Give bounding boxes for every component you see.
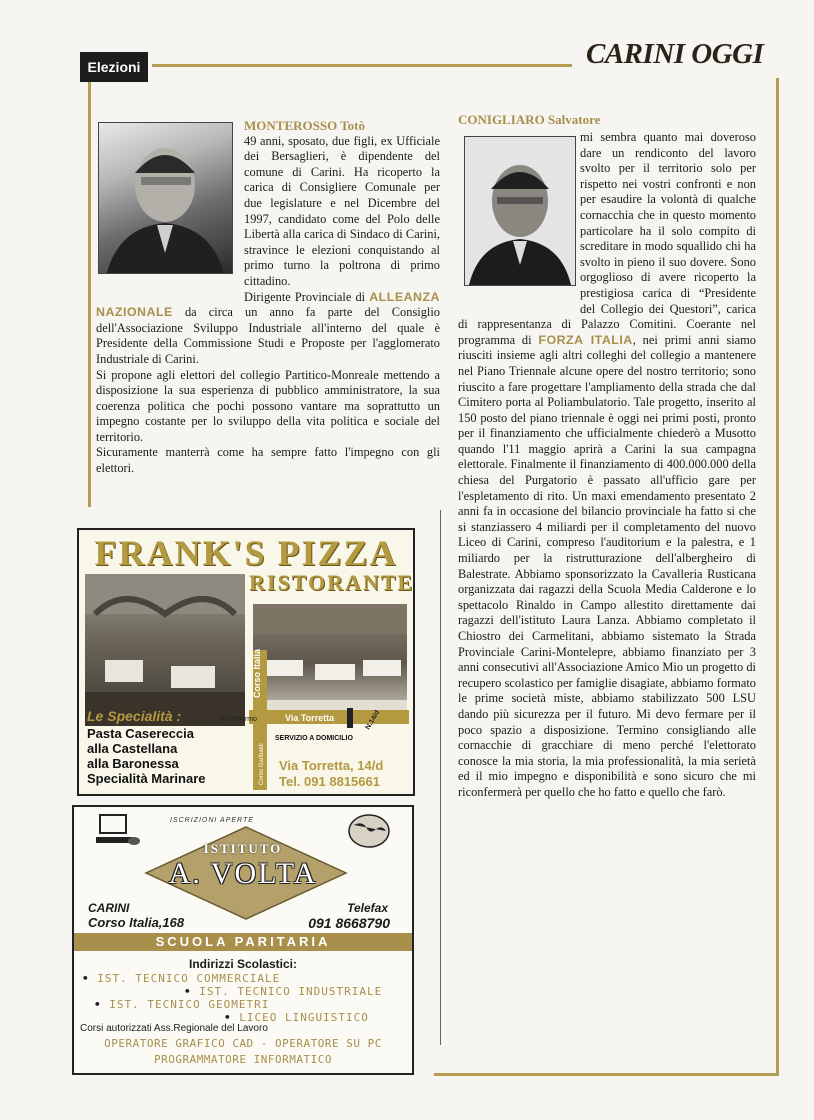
candidate-name: CONIGLIARO Salvatore (458, 112, 601, 127)
column-rule (440, 510, 441, 1045)
left-rule (88, 82, 91, 507)
restaurant-address: Via Torretta, 14/d (279, 758, 384, 773)
addresses-title: Indirizzi Scolastici: (188, 957, 298, 971)
ad-franks-pizza (77, 528, 415, 796)
course-item: • IST. TECNICO INDUSTRIALE (184, 985, 383, 998)
party-name: FORZA ITALIA (538, 332, 633, 347)
paragraph: Si propone agli elettori del collegio Partitico-Monreale mettendo a disposizione la sua esperienza di pubblico amministratore, la sua coerenza politica che pochi possono vantare ma soprattutto un impegno costante per lo sviluppo della vita politica e sociale del territorio. (96, 367, 440, 444)
programmer-course: PROGRAMMATORE INFORMATICO (153, 1053, 333, 1066)
specialties-list (87, 726, 206, 786)
specialties-title: Le Specialità : (87, 708, 182, 724)
map-label-service: SERVIZIO A DOMICILIO (275, 735, 353, 742)
top-rule (152, 64, 572, 67)
restaurant-phone: Tel. 091 8815661 (279, 774, 380, 789)
school-name: A. VOLTA (168, 857, 318, 890)
ad-subtitle: RISTORANTE (249, 570, 415, 595)
specialty-item: alla Castellana (87, 741, 178, 756)
enrollment-banner: ISCRIZIONI APERTE (170, 817, 254, 824)
paragraph-suffix: da circa un anno fa parte del Consiglio dell'Associazione Sviluppo Industriale all'interno del quale è Presidente della Commissione Studi e Proposte per l'agglomerato Industriale di Carini. (96, 305, 440, 366)
portrait-conigliaro (464, 136, 576, 286)
paragraph-suffix: , nei primi anni siamo riusciti insieme agli altri colleghi del collegio a mantenere nel Piano Triennale alcune opere del nostro territorio; sono riuscito a fare progettare l'ampliamento della strada che dal Cimitero porta al Poliambulatorio. Tale progetto, inserito al 150 posto del piano triennale è oggi nei primi posti, pronto per il finanziamento che ufficialmente chiederò a Musotto quando l'11 maggio aprirà a Carini la sua campagna elettorale. Finalmente il finanziamento di 400.000.000 della chiesa del Purgatorio è passato all'ufficio gare per l'espletamento di rito. Un maxi emendamento presentato 2 anni fa in occasione del bilancio provinciale ha fatto si che si stanziassero 4 miliardi per il completamento del nuovo Liceo di Carini, compreso l'auditorium e la palestra, e 1 miliardo per la ristrutturazione dell'albergheiro di Balestrate. Abbiamo sponsorizzato la Cavalleria Rusticana organizzata dai ragazzi della Scuola Media Calderone e lo spettacolo Rinaldo in Campo allestito direttamente dai ragazzi dell'istituto Laura Lanza. Abbiamo completato il Chiostro dei Carmelitani, abbiamo sistemato la Strada Provinciale Carini-Montelepre, abbiamo finanziato per 3 anni consecutivi all'Associazione Amico Mio un progetto di recupero scolastico per famiglie disagiate, abbiamo formato le prime società miste, abbiamo stabilizzato 500 LSU dando più sicurezza per il futuro. Mi devo fermare per il poco spazio a disposizione. Termino consigliando alle cornacchie di gracchiare di meno perché l'elettorato conosce la mia storia, la mia professionalità, la mia serietà ed il mio impegno e disponibilità e sono sicuro che mi riconfermerà per quello che ho fatto e quello che farò. (458, 332, 756, 799)
candidate-name: MONTEROSSO Totò (244, 118, 366, 133)
paragraph: 49 anni, sposato, due figli, ex Ufficiale dei Bersaglieri, è dipendente del comune di Carini. Ha ricoperto la carica di Consigliere Comunale per due legislature e nel Dicembre del 1997, candidato come del Polo delle Libertà alla carica di Sindaco di Carini, stravince le elezioni conquistando al primo turno la poltrona di primo cittadino. (244, 133, 440, 288)
paragraph-prefix: mi sembra quanto mai doveroso dare un rendiconto del lavoro svolto per il territorio solo per rispetto nei vostri confronti e non per esaudire la volontà di qualche cornacchia che in questo momento particolare ha il solo compito di screditare in modo squallido chi ha svolto in pieno il suo dovere. Sono orgoglioso di avere ricoperto la prestigiosa carica di “Presidente del Collegio dei Questori”, carica di rappresentanza di Palazzo Comitini. Coerante nel programma di (458, 130, 756, 347)
school-street: Corso Italia,168 (88, 915, 185, 930)
specialty-item: alla Baronessa (87, 756, 179, 771)
school-phone: 091 8668790 (308, 915, 390, 931)
operator-courses: OPERATORE GRAFICO CAD - OPERATORE SU PC (104, 1037, 382, 1050)
authorized-courses: Corsi autorizzati Ass.Regionale del Lavoro (80, 1023, 268, 1034)
article-monterosso (96, 118, 440, 477)
bottom-rule (434, 1073, 779, 1076)
masthead-logo: CARINI OGGI (586, 38, 764, 70)
ad-istituto-volta (72, 805, 414, 1075)
map-label-via-torretta: Via Torretta (285, 713, 335, 723)
specialty-item: Pasta Casereccia (87, 726, 194, 741)
ad-title: FRANK'S PIZZA (94, 533, 398, 573)
school-city: CARINI (88, 901, 130, 915)
specialty-item: Specialità Marinare (87, 771, 206, 786)
course-item: • LICEO LINGUISTICO (224, 1011, 369, 1024)
party-name: ALLEANZA NAZIONALE (96, 289, 440, 320)
paragraph: Sicuramente manterrà come ha sempre fatto l'impegno con gli elettori. (96, 445, 440, 476)
telefax-label: Telefax (347, 901, 388, 915)
map-label-via-palermo: Via Palermo (219, 716, 258, 723)
course-item: • IST. TECNICO GEOMETRI (94, 998, 270, 1011)
map-label-corso-garibaldi: Corso Garibaldi (259, 743, 265, 785)
institute-label: ISTITUTO (203, 841, 283, 856)
course-item: • IST. TECNICO COMMERCIALE (82, 972, 281, 985)
paragraph-prefix: Dirigente Provinciale di (244, 289, 370, 304)
article-body (96, 134, 440, 477)
right-rule (776, 78, 779, 1073)
section-tag: Elezioni (80, 52, 148, 82)
school-type-bar: SCUOLA PARITARIA (74, 933, 412, 951)
map-label-corso-italia: Corso Italia (252, 648, 262, 698)
restaurant-photo (85, 574, 245, 726)
map-label-number: N.14/d (364, 709, 382, 731)
